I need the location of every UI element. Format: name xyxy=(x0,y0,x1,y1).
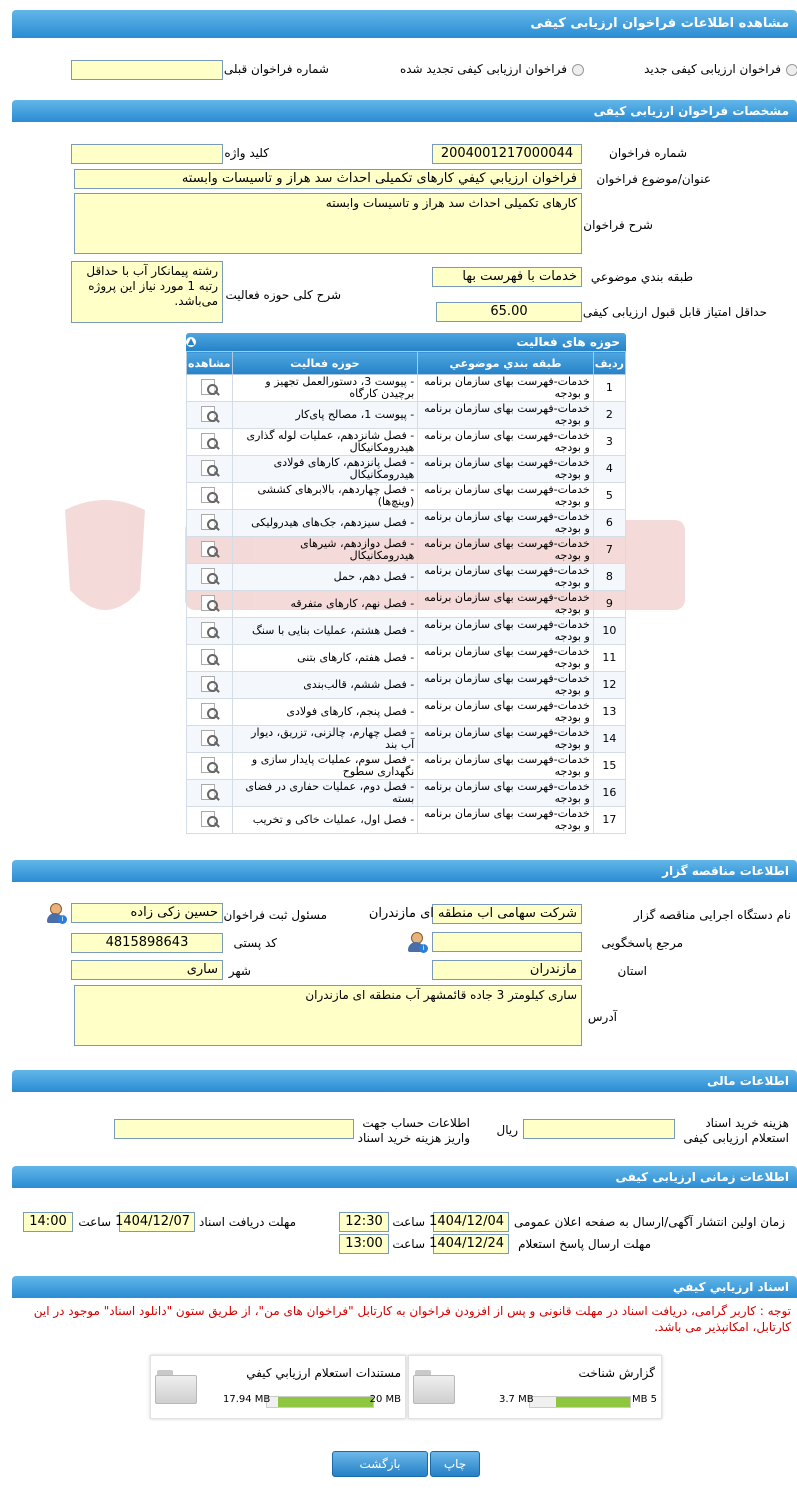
view-magnifier-icon[interactable] xyxy=(198,675,220,693)
row-number: 9 xyxy=(593,591,625,618)
row-category: خدمات-فهرست بهای سازمان برنامه و بودجه xyxy=(418,510,594,537)
activities-table xyxy=(186,351,626,834)
row-number: 4 xyxy=(593,456,625,483)
row-category: خدمات-فهرست بهای سازمان برنامه و بودجه xyxy=(418,564,594,591)
account-label: اطلاعات حساب جهت واریز هزینه خرید اسناد xyxy=(357,1116,470,1145)
row-category: خدمات-فهرست بهای سازمان برنامه و بودجه xyxy=(418,591,594,618)
row-number: 17 xyxy=(593,807,625,834)
table-row xyxy=(187,537,626,564)
row-category: خدمات-فهرست بهای سازمان برنامه و بودجه xyxy=(418,807,594,834)
reply-date-field[interactable]: 1404/12/24 xyxy=(433,1234,509,1254)
view-magnifier-icon[interactable] xyxy=(198,648,220,666)
row-category: خدمات-فهرست بهای سازمان برنامه و بودجه xyxy=(418,618,594,645)
city-field[interactable]: ساری xyxy=(71,960,223,980)
row-activity: - فصل پانزدهم، کارهای فولادی هیدرومکانیکال xyxy=(232,456,418,483)
row-activity: - فصل نهم، کارهای متفرقه xyxy=(232,591,418,618)
fee-label: هزینه خرید اسناد استعلام ارزیابی کیفی xyxy=(683,1116,789,1145)
address-field[interactable]: ساری کیلومتر 3 جاده قائمشهر آب منطقه ای مازندران xyxy=(74,985,582,1046)
table-row xyxy=(187,375,626,402)
min-score-field[interactable]: 65.00 xyxy=(436,302,582,322)
row-view-cell xyxy=(187,699,233,726)
row-category: خدمات-فهرست بهای سازمان برنامه و بودجه xyxy=(418,753,594,780)
file-progress xyxy=(266,1396,374,1408)
row-number: 2 xyxy=(593,402,625,429)
view-magnifier-icon[interactable] xyxy=(198,729,220,747)
account-field[interactable] xyxy=(114,1119,354,1139)
view-magnifier-icon[interactable] xyxy=(198,405,220,423)
financial-header: اطلاعات مالی xyxy=(12,1070,797,1092)
category-label: طبقه بندي موضوعي xyxy=(590,270,693,284)
publish-hour-label: ساعت xyxy=(392,1215,425,1229)
row-category: خدمات-فهرست بهای سازمان برنامه و بودجه xyxy=(418,375,594,402)
row-activity: - فصل اول، عملیات خاکی و تخریب xyxy=(232,807,418,834)
row-view-cell xyxy=(187,537,233,564)
file-card-docs[interactable] xyxy=(150,1355,406,1419)
row-view-cell xyxy=(187,429,233,456)
row-view-cell xyxy=(187,618,233,645)
page-title: مشاهده اطلاعات فراخوان ارزیابی کیفی xyxy=(12,10,797,38)
row-activity: - فصل سوم، عملیات پایدار سازی و نگهداری سطوح xyxy=(232,753,418,780)
postal-label: کد پستی xyxy=(233,936,277,950)
row-view-cell xyxy=(187,807,233,834)
activities-header: حوزه های فعالیت xyxy=(516,335,620,349)
row-activity: - فصل دهم، حمل xyxy=(232,564,418,591)
radio-renewed[interactable] xyxy=(572,64,584,76)
row-view-cell xyxy=(187,456,233,483)
file-max: 20 MB xyxy=(369,1394,401,1405)
file-name: مستندات استعلام ارزيابي کيفي xyxy=(246,1366,401,1380)
row-view-cell xyxy=(187,672,233,699)
activity-desc-label: شرح کلی حوزه فعالیت xyxy=(225,288,341,302)
row-category: خدمات-فهرست بهای سازمان برنامه و بودجه xyxy=(418,672,594,699)
org-field[interactable]: شرکت سهامی اب منطقه ای مازندران xyxy=(432,904,582,924)
row-category: خدمات-فهرست بهای سازمان برنامه و بودجه xyxy=(418,402,594,429)
folder-icon xyxy=(155,1370,195,1402)
table-row xyxy=(187,726,626,753)
row-activity: - فصل هفتم، کارهای بتنی xyxy=(232,645,418,672)
user-info-icon[interactable]: i xyxy=(45,902,67,924)
table-row xyxy=(187,483,626,510)
row-number: 13 xyxy=(593,699,625,726)
row-activity: - پیوست 3، دستورالعمل تجهیز و برچیدن کارگاه xyxy=(232,375,418,402)
view-magnifier-icon[interactable] xyxy=(198,459,220,477)
row-category: خدمات-فهرست بهای سازمان برنامه و بودجه xyxy=(418,780,594,807)
receive-date-field[interactable]: 1404/12/07 xyxy=(119,1212,195,1232)
file-max: 5 MB xyxy=(631,1394,657,1405)
view-magnifier-icon[interactable] xyxy=(198,432,220,450)
row-activity: - فصل چهارم، چالزنی، تزریق، دیوار آب بند xyxy=(232,726,418,753)
organizer-header: اطلاعات مناقصه گزار xyxy=(12,860,797,882)
view-magnifier-icon[interactable] xyxy=(198,540,220,558)
row-category: خدمات-فهرست بهای سازمان برنامه و بودجه xyxy=(418,699,594,726)
min-score-label: حداقل امتیاز قابل قبول ارزیابی کیفی xyxy=(582,305,767,319)
collapse-icon[interactable]: ▲ xyxy=(187,337,195,347)
file-progress xyxy=(529,1396,631,1408)
receive-label: مهلت دریافت اسناد xyxy=(198,1215,296,1229)
org-label: نام دستگاه اجرایی مناقصه گزار xyxy=(633,908,791,922)
row-number: 7 xyxy=(593,537,625,564)
row-activity: - فصل شانزدهم، عملیات لوله گذاری هیدرومکانیکال xyxy=(232,429,418,456)
row-view-cell xyxy=(187,591,233,618)
file-size: 17.94 MB xyxy=(223,1394,271,1405)
row-view-cell xyxy=(187,483,233,510)
desc-label: شرح فراخوان xyxy=(583,218,653,232)
print-button[interactable]: چاپ xyxy=(430,1451,480,1477)
currency-label: ریال xyxy=(496,1123,518,1137)
radio-new[interactable] xyxy=(786,64,797,76)
table-row xyxy=(187,510,626,537)
row-activity: - فصل چهاردهم، بالابرهای کششی (وینچ‌ها) xyxy=(232,483,418,510)
prev-number-label: شماره فراخوان قبلی xyxy=(223,62,329,76)
table-row xyxy=(187,456,626,483)
city-label: شهر xyxy=(228,964,251,978)
row-number: 10 xyxy=(593,618,625,645)
folder-icon xyxy=(413,1370,453,1402)
row-number: 16 xyxy=(593,780,625,807)
table-row xyxy=(187,591,626,618)
view-magnifier-icon[interactable] xyxy=(198,783,220,801)
row-activity: - فصل دوازدهم، شیرهای هیدرومکانیکال xyxy=(232,537,418,564)
col-row: رديف xyxy=(593,352,625,375)
row-activity: - فصل سیزدهم، جک‌های هیدرولیکی xyxy=(232,510,418,537)
row-number: 5 xyxy=(593,483,625,510)
registrar-field[interactable]: حسین زکی زاده xyxy=(71,903,223,923)
row-category: خدمات-فهرست بهای سازمان برنامه و بودجه xyxy=(418,645,594,672)
number-field[interactable]: 2004001217000044 xyxy=(432,144,582,164)
timing-header: اطلاعات زمانی ارزیابی کیفی xyxy=(12,1166,797,1188)
view-magnifier-icon[interactable] xyxy=(198,513,220,531)
keyword-field[interactable] xyxy=(71,144,223,164)
activity-desc-field[interactable]: رشته پیمانکار آب با حداقل رتبه 1 مورد نیاز این پروژه می‌باشد. xyxy=(71,261,223,323)
address-label: آدرس xyxy=(587,1010,617,1024)
radio-renewed-label: فراخوان ارزیابی کیفی تجدید شده xyxy=(399,62,567,76)
view-magnifier-icon[interactable] xyxy=(198,810,220,828)
table-row xyxy=(187,618,626,645)
row-number: 11 xyxy=(593,645,625,672)
title-label: عنوان/موضوع فراخوان xyxy=(596,172,711,186)
file-card-report[interactable] xyxy=(408,1355,662,1419)
reply-label: مهلت ارسال پاسخ استعلام xyxy=(518,1237,651,1251)
table-row xyxy=(187,699,626,726)
province-label: استان xyxy=(617,964,647,978)
row-number: 8 xyxy=(593,564,625,591)
row-view-cell xyxy=(187,375,233,402)
table-row xyxy=(187,402,626,429)
row-number: 12 xyxy=(593,672,625,699)
title-field[interactable]: فراخوان ارزيابي كيفي كارهای تكميلی احداث سد هراز و تاسيسات وابسته xyxy=(74,169,582,189)
specs-header: مشخصات فراخوان ارزیابی کیفی xyxy=(12,100,797,122)
back-button[interactable]: بازگشت xyxy=(332,1451,428,1477)
reply-hour-label: ساعت xyxy=(392,1237,425,1251)
row-view-cell xyxy=(187,780,233,807)
documents-note: توجه : کاربر گرامی، دریافت اسناد در مهلت قانونی و پس از افزودن فراخوان به کارتابل "فراخوان های من"، از طریق ستون "دانلود اسناد" موجود در این کارتابل، امکانپذیر می باشد. xyxy=(33,1304,791,1334)
row-activity: - فصل هشتم، عملیات بنایی با سنگ xyxy=(232,618,418,645)
view-magnifier-icon[interactable] xyxy=(198,756,220,774)
table-row xyxy=(187,780,626,807)
row-activity: - فصل دوم، عملیات حفاری در فضای بسته xyxy=(232,780,418,807)
activities-panel xyxy=(186,333,626,834)
postal-field[interactable]: 4815898643 xyxy=(71,933,223,953)
category-field[interactable]: خدمات با فهرست بها xyxy=(432,267,582,287)
table-row xyxy=(187,753,626,780)
radio-new-label: فراخوان ارزیابی کیفی جدید xyxy=(644,62,781,76)
table-row xyxy=(187,429,626,456)
publish-time-field[interactable]: 12:30 xyxy=(339,1212,389,1232)
table-row xyxy=(187,564,626,591)
view-magnifier-icon[interactable] xyxy=(198,486,220,504)
row-number: 14 xyxy=(593,726,625,753)
reference-user-icon[interactable]: i xyxy=(406,931,428,953)
row-activity: - فصل پنجم، کارهای فولادی xyxy=(232,699,418,726)
row-view-cell xyxy=(187,510,233,537)
table-row xyxy=(187,807,626,834)
row-category: خدمات-فهرست بهای سازمان برنامه و بودجه xyxy=(418,429,594,456)
number-label: شماره فراخوان xyxy=(609,146,687,160)
prev-number-field[interactable] xyxy=(71,60,223,80)
view-magnifier-icon[interactable] xyxy=(198,702,220,720)
row-number: 15 xyxy=(593,753,625,780)
row-view-cell xyxy=(187,402,233,429)
row-number: 1 xyxy=(593,375,625,402)
row-number: 6 xyxy=(593,510,625,537)
row-view-cell xyxy=(187,753,233,780)
reference-field[interactable] xyxy=(432,932,582,952)
col-category: طبقه بندي موضوعي xyxy=(418,352,594,375)
file-name: گزارش شناخت xyxy=(578,1366,655,1380)
view-magnifier-icon[interactable] xyxy=(198,594,220,612)
row-category: خدمات-فهرست بهای سازمان برنامه و بودجه xyxy=(418,537,594,564)
row-view-cell xyxy=(187,726,233,753)
row-number: 3 xyxy=(593,429,625,456)
row-view-cell xyxy=(187,564,233,591)
keyword-label: کلید واژه xyxy=(224,146,269,160)
fee-field[interactable] xyxy=(523,1119,675,1139)
row-view-cell xyxy=(187,645,233,672)
row-category: خدمات-فهرست بهای سازمان برنامه و بودجه xyxy=(418,726,594,753)
view-magnifier-icon[interactable] xyxy=(198,621,220,639)
table-row xyxy=(187,645,626,672)
row-category: خدمات-فهرست بهای سازمان برنامه و بودجه xyxy=(418,483,594,510)
col-activity: حوزه فعالیت xyxy=(232,352,418,375)
file-size: 3.7 MB xyxy=(499,1394,534,1405)
row-activity: - فصل ششم، قالب‌بندی xyxy=(232,672,418,699)
col-view: مشاهده xyxy=(187,352,233,375)
documents-header: اسناد ارزيابي کيفي xyxy=(12,1276,797,1298)
publish-label: زمان اولین انتشار آگهی/ارسال به صفحه اعلان عمومی xyxy=(514,1215,785,1229)
receive-hour-label: ساعت xyxy=(78,1215,111,1229)
row-category: خدمات-فهرست بهای سازمان برنامه و بودجه xyxy=(418,456,594,483)
reply-time-field[interactable]: 13:00 xyxy=(339,1234,389,1254)
table-row xyxy=(187,672,626,699)
row-activity: - پیوست 1، مصالح پای‌کار xyxy=(232,402,418,429)
publish-date-field[interactable]: 1404/12/04 xyxy=(433,1212,509,1232)
reference-label: مرجع پاسخگویی xyxy=(601,936,683,950)
registrar-label: مسئول ثبت فراخوان xyxy=(223,908,327,922)
desc-field[interactable]: كارهای تكميلی احداث سد هراز و تاسيسات وابسته xyxy=(74,193,582,254)
receive-time-field[interactable]: 14:00 xyxy=(23,1212,73,1232)
view-magnifier-icon[interactable] xyxy=(198,378,220,396)
province-field[interactable]: مازندران xyxy=(432,960,582,980)
view-magnifier-icon[interactable] xyxy=(198,567,220,585)
